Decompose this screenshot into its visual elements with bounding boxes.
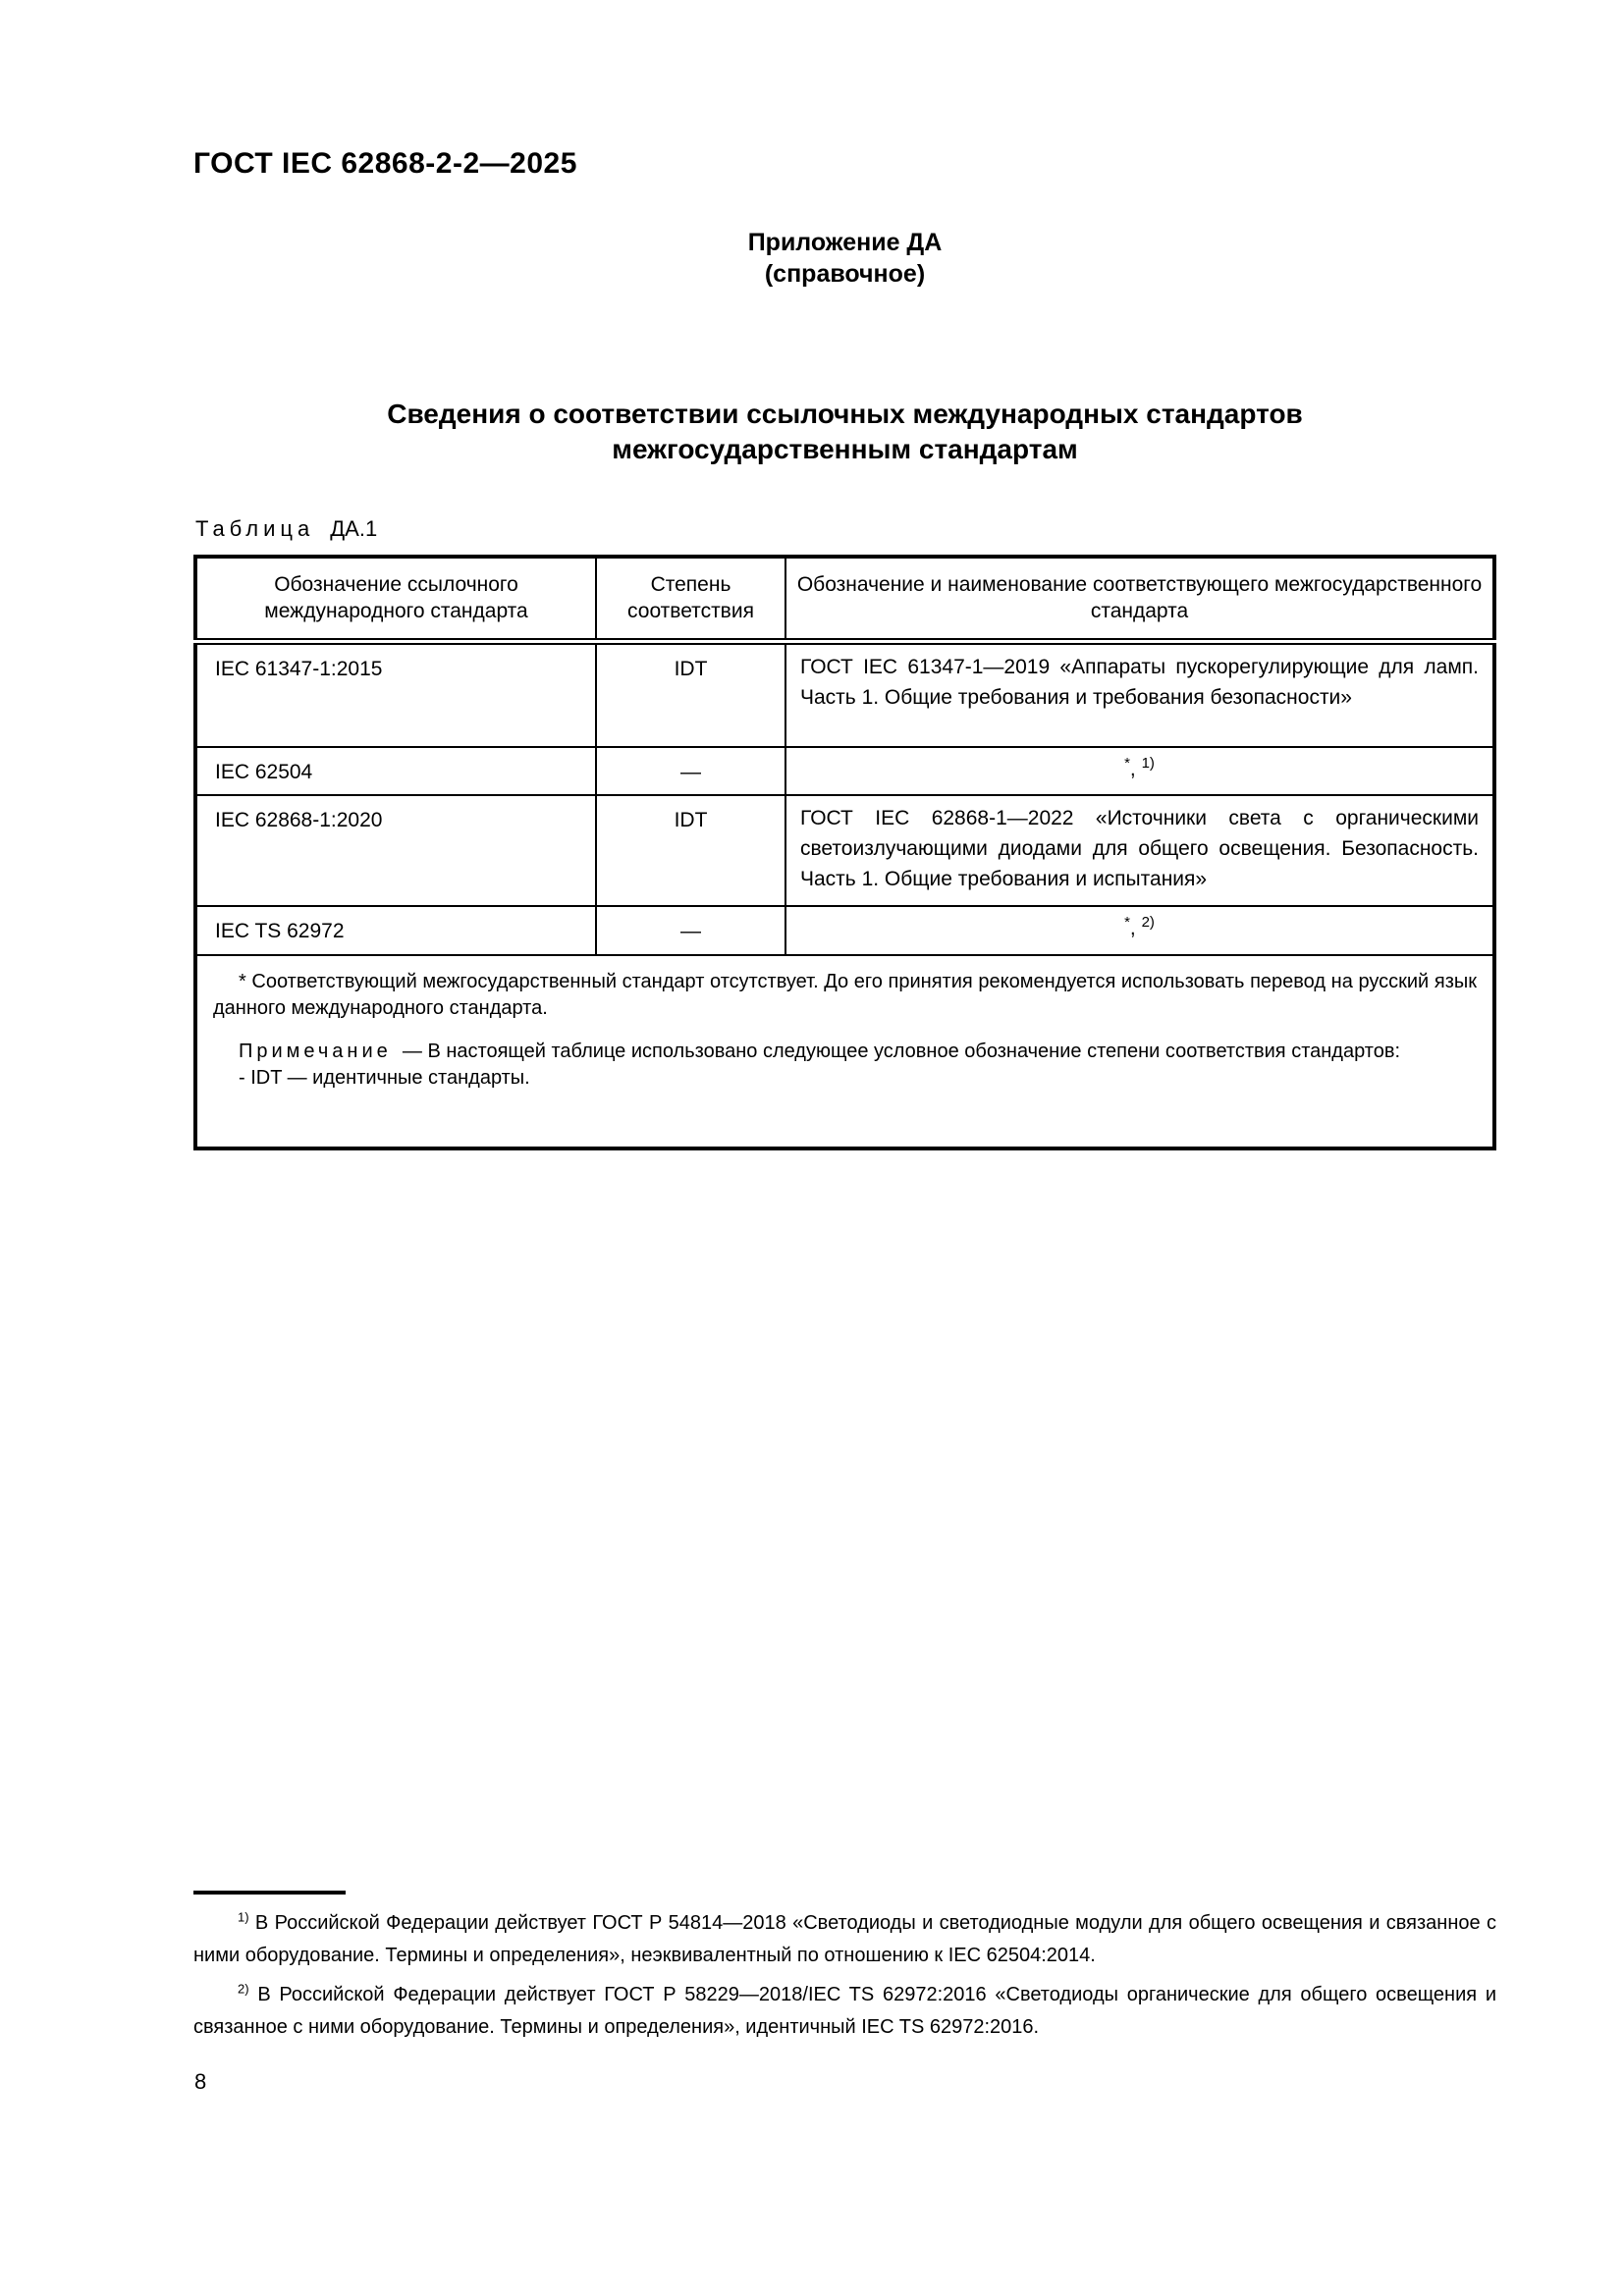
table-row [195,906,1494,955]
cell-interstate-standard [785,747,1494,795]
column-header-reference-standard: Обозначение ссылочного международного стандарта [195,557,596,641]
table-caption-number: ДА.1 [330,516,378,541]
comma: , [1129,917,1136,939]
table-row [195,747,1494,795]
document-code: ГОСТ IEC 62868-2-2—2025 [193,147,577,180]
table-note-row [195,955,1494,1148]
cell-degree: — [596,747,785,795]
appendix-title-line2: межгосударственным стандартам [612,434,1078,464]
cell-interstate-standard: ГОСТ IEC 61347-1—2019 «Аппараты пускорегулирующие для ламп. Часть 1. Общие требования и требования безопасности» [785,641,1494,747]
table-note [213,1039,1477,1065]
cell-degree: — [596,906,785,955]
appendix-title [193,397,1496,467]
comma: , [1129,758,1136,780]
cell-degree: IDT [596,795,785,906]
appendix-label: Приложение ДА [747,229,943,256]
note-item-idt: - IDT — идентичные стандарты. [239,1067,530,1089]
appendix-kind: (справочное) [764,260,926,288]
footnote-1-marker: 1) [238,1909,249,1925]
cell-interstate-standard [785,906,1494,955]
appendix-title-line1: Сведения о соответствии ссылочных международных стандартов [387,399,1303,429]
cell-degree: IDT [596,641,785,747]
table-caption-word: Таблица [195,516,315,541]
asterisk-mark: * [1124,755,1130,772]
footnote-2-marker: 2) [238,1981,249,1997]
footnote-1 [193,1907,1496,1972]
table-row [195,795,1494,906]
footnote-2 [193,1979,1496,2044]
footnote-ref-2: 2) [1141,914,1155,931]
table-row [195,641,1494,747]
note-text: — В настоящей таблице использовано следующее условное обозначение степени соответствия стандартов: [402,1041,1401,1062]
cell-reference-standard: IEC TS 62972 [195,906,596,955]
cell-reference-standard: IEC 62868-1:2020 [195,795,596,906]
star-note: * Соответствующий межгосударственный стандарт отсутствует. До его принятия рекомендуется использовать перевод на русский язык данного международного стандарта. [213,971,1477,1019]
asterisk-mark: * [1124,914,1130,931]
note-label: Примечание [239,1041,392,1062]
footnotes-block [193,1891,1496,2044]
cell-reference-standard: IEC 61347-1:2015 [195,641,596,747]
column-header-interstate-standard: Обозначение и наименование соответствующего межгосударственного стандарта [785,557,1494,641]
footnote-separator-rule [193,1891,346,1895]
correspondence-table-container [193,555,1496,1150]
cell-reference-standard: IEC 62504 [195,747,596,795]
correspondence-table [193,555,1496,1150]
cell-interstate-standard: ГОСТ IEC 62868-1—2022 «Источники света с органическими светоизлучающими диодами для общего освещения. Безопасность. Часть 1. Общие требования и испытания» [785,795,1494,906]
appendix-heading [193,227,1496,290]
page-number: 8 [194,2069,207,2094]
footnote-ref-1: 1) [1141,755,1155,772]
footnote-2-text: В Российской Федерации действует ГОСТ Р 58229—2018/IEC TS 62972:2016 «Светодиоды органические для общего освещения и связанное с ними оборудование. Термины и определения», идентичный IEC TS 62972:2016. [193,1984,1497,2038]
table-note-cell [195,955,1494,1148]
column-header-degree: Степень соответствия [596,557,785,641]
table-caption [195,516,377,542]
footnote-1-text: В Российской Федерации действует ГОСТ Р 54814—2018 «Светодиоды и светодиодные модули для общего освещения и связанное с ними оборудование. Термины и определения», неэквивалентный по отношению к IEC 62504:2014. [193,1912,1496,1966]
table-header-row [195,557,1494,641]
